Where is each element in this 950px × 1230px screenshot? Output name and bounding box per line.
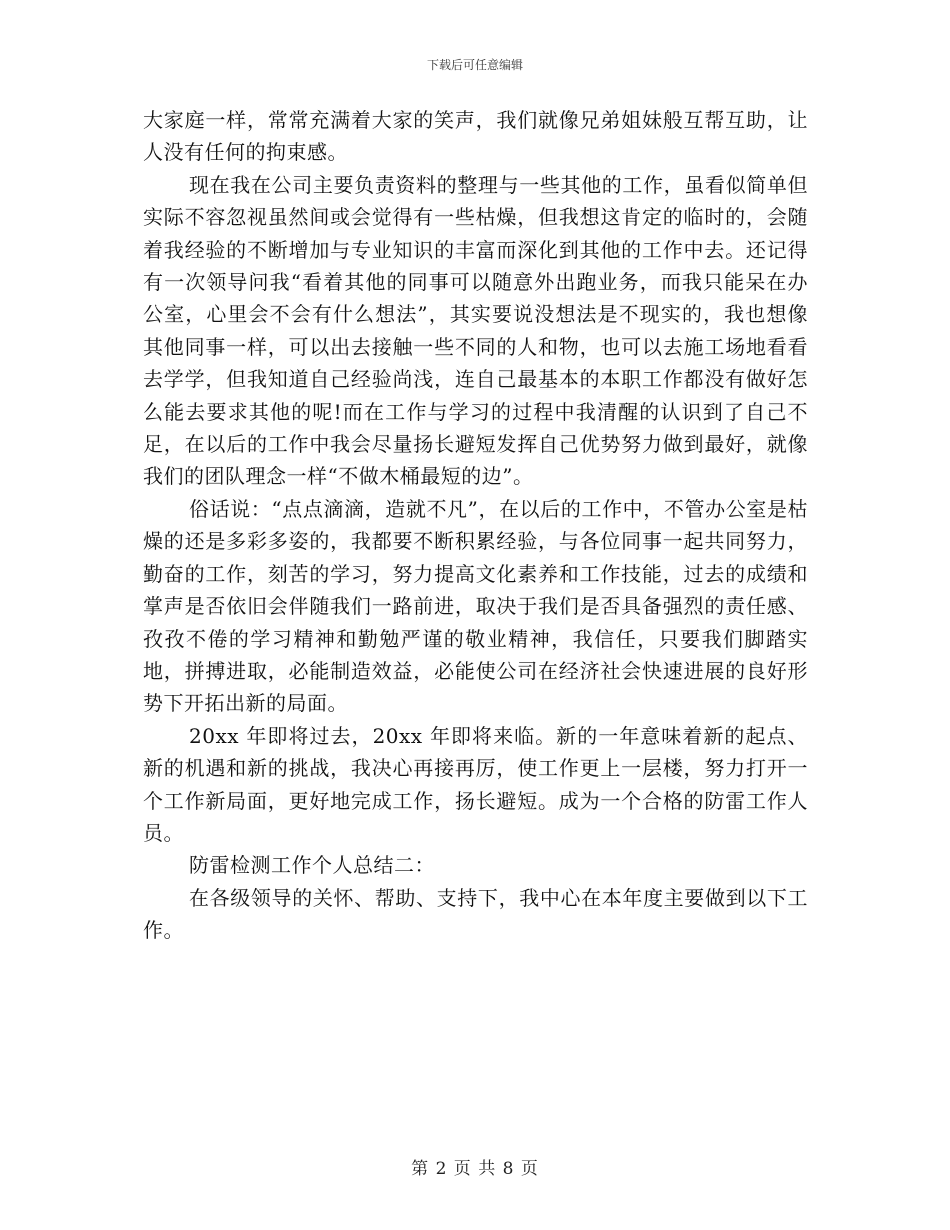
paragraph-1: 大家庭一样，常常充满着大家的笑声，我们就像兄弟姐妹般互帮互助，让人没有任何的拘束感。 <box>143 108 808 165</box>
paragraph-5: 在各级领导的关怀、帮助、支持下，我中心在本年度主要做到以下工作。 <box>143 885 808 943</box>
page-number: 第 2 页 共 8 页 <box>411 1159 539 1179</box>
paragraph-2: 现在我在公司主要负责资料的整理与一些其他的工作，虽看似简单但实际不容忽视虽然间或会觉得有一些枯燥，但我想这肯定的临时的，会随着我经验的不断增加与专业知识的丰富而深化到其他的工作中去。还记得有一次领导问我“看着其他的同事可以随意外出跑业务，而我只能呆在办公室，心里会不会有什么想法”，其实要说没想法是不现实的，我也想像其他同事一样，可以出去接触一些不同的人和物，也可以去施工场地看看去学学，但我知道自己经验尚浅，连自己最基本的本职工作都没有做好怎么能去要求其他的呢!而在工作与学习的过程中我清醒的认识到了自己不足，在以后的工作中我会尽量扬长避短发挥自己优势努力做到最好，就像我们的团队理念一样“不做木桶最短的边”。 <box>143 172 808 489</box>
paragraph-4: 20xx 年即将过去，20xx 年即将来临。新的一年意味着新的起点、新的机遇和新的挑战，我决心再接再厉，使工作更上一层楼，努力打开一个工作新局面，更好地完成工作，扬长避短。成为一个合格的防雷工作人员。 <box>143 723 808 845</box>
paragraph-3: 俗话说：“点点滴滴，造就不凡”，在以后的工作中，不管办公室是枯燥的还是多彩多姿的，我都要不断积累经验，与各位同事一起共同努力，勤奋的工作，刻苦的学习，努力提高文化素养和工作技能，过去的成绩和掌声是否依旧会伴随我们一路前进，取决于我们是否具备强烈的责任感、孜孜不倦的学习精神和勤勉严谨的敬业精神，我信任，只要我们脚踏实地，拼搏进取，必能制造效益，必能使公司在经济社会快速进展的良好形势下开拓出新的局面。 <box>143 496 808 716</box>
page-header: 下载后可任意编辑 <box>426 58 523 72</box>
section-heading: 防雷检测工作个人总结二： <box>189 853 435 878</box>
document-body <box>143 104 808 947</box>
